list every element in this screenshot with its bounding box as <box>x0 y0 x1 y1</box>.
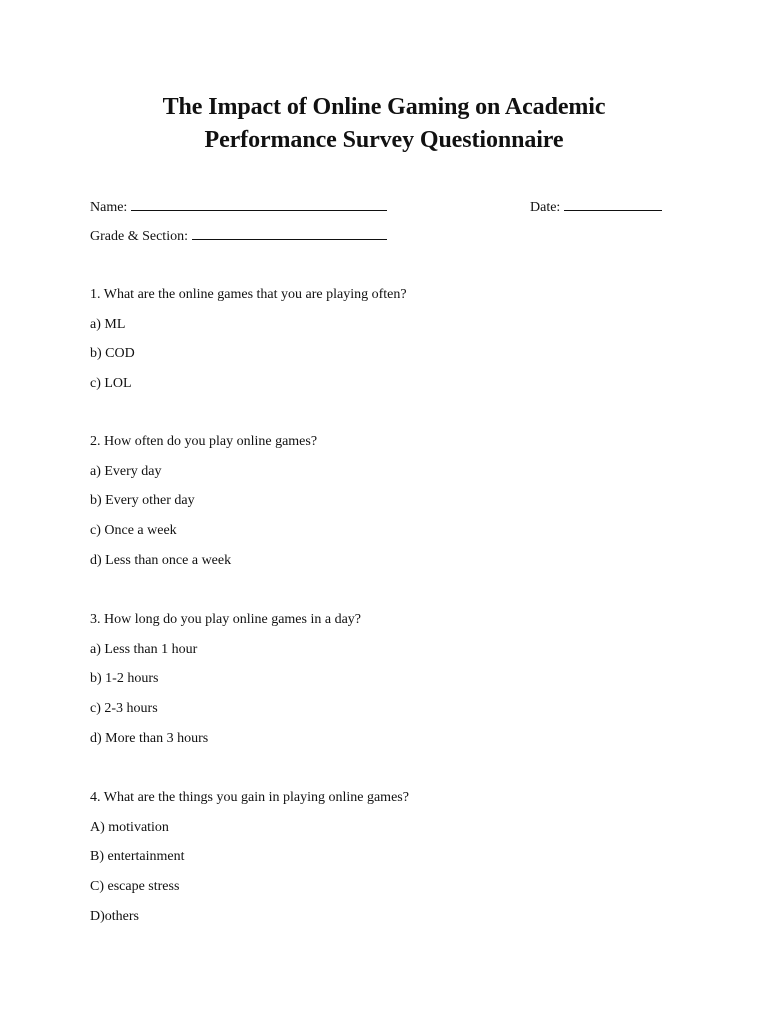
answer-option: D)others <box>90 908 139 924</box>
question-2 <box>90 433 317 570</box>
date-field <box>530 197 662 217</box>
answer-option: b) Every other day <box>90 493 195 509</box>
name-blank-line[interactable] <box>131 197 387 211</box>
answer-option: c) LOL <box>90 376 132 392</box>
answer-option: a) ML <box>90 316 126 332</box>
answer-option: c) 2-3 hours <box>90 701 158 717</box>
name-field <box>90 197 387 217</box>
answer-option: b) COD <box>90 346 135 362</box>
title-line-1: The Impact of Online Gaming on Academic <box>162 94 606 120</box>
answer-option: d) More than 3 hours <box>90 730 209 746</box>
answer-option: b) 1-2 hours <box>90 671 159 687</box>
grade-section-label: Grade & Section: <box>90 229 188 244</box>
answer-option: a) Less than 1 hour <box>90 641 198 657</box>
grade-section-blank-line[interactable] <box>192 226 387 240</box>
grade-section-field <box>90 226 387 246</box>
answer-option: c) Once a week <box>90 523 177 539</box>
date-label: Date: <box>530 200 561 215</box>
answer-option: C) escape stress <box>90 879 180 895</box>
answer-option: B) entertainment <box>90 849 185 865</box>
question-text: 4. What are the things you gain in playing online games? <box>90 790 409 805</box>
question-text: 2. How often do you play online games? <box>90 434 318 449</box>
name-label: Name: <box>90 200 128 215</box>
question-4 <box>90 789 409 926</box>
answer-option: d) Less than once a week <box>90 552 232 568</box>
title-line-2: Performance Survey Questionnaire <box>204 127 564 153</box>
question-text: 1. What are the online games that you are playing often? <box>90 287 407 302</box>
answer-option: a) Every day <box>90 463 162 479</box>
answer-option: A) motivation <box>90 819 169 835</box>
question-text: 3. How long do you play online games in a day? <box>90 612 362 627</box>
date-blank-line[interactable] <box>564 197 662 211</box>
question-1 <box>90 286 407 393</box>
page-title <box>0 91 768 157</box>
question-3 <box>90 611 361 748</box>
